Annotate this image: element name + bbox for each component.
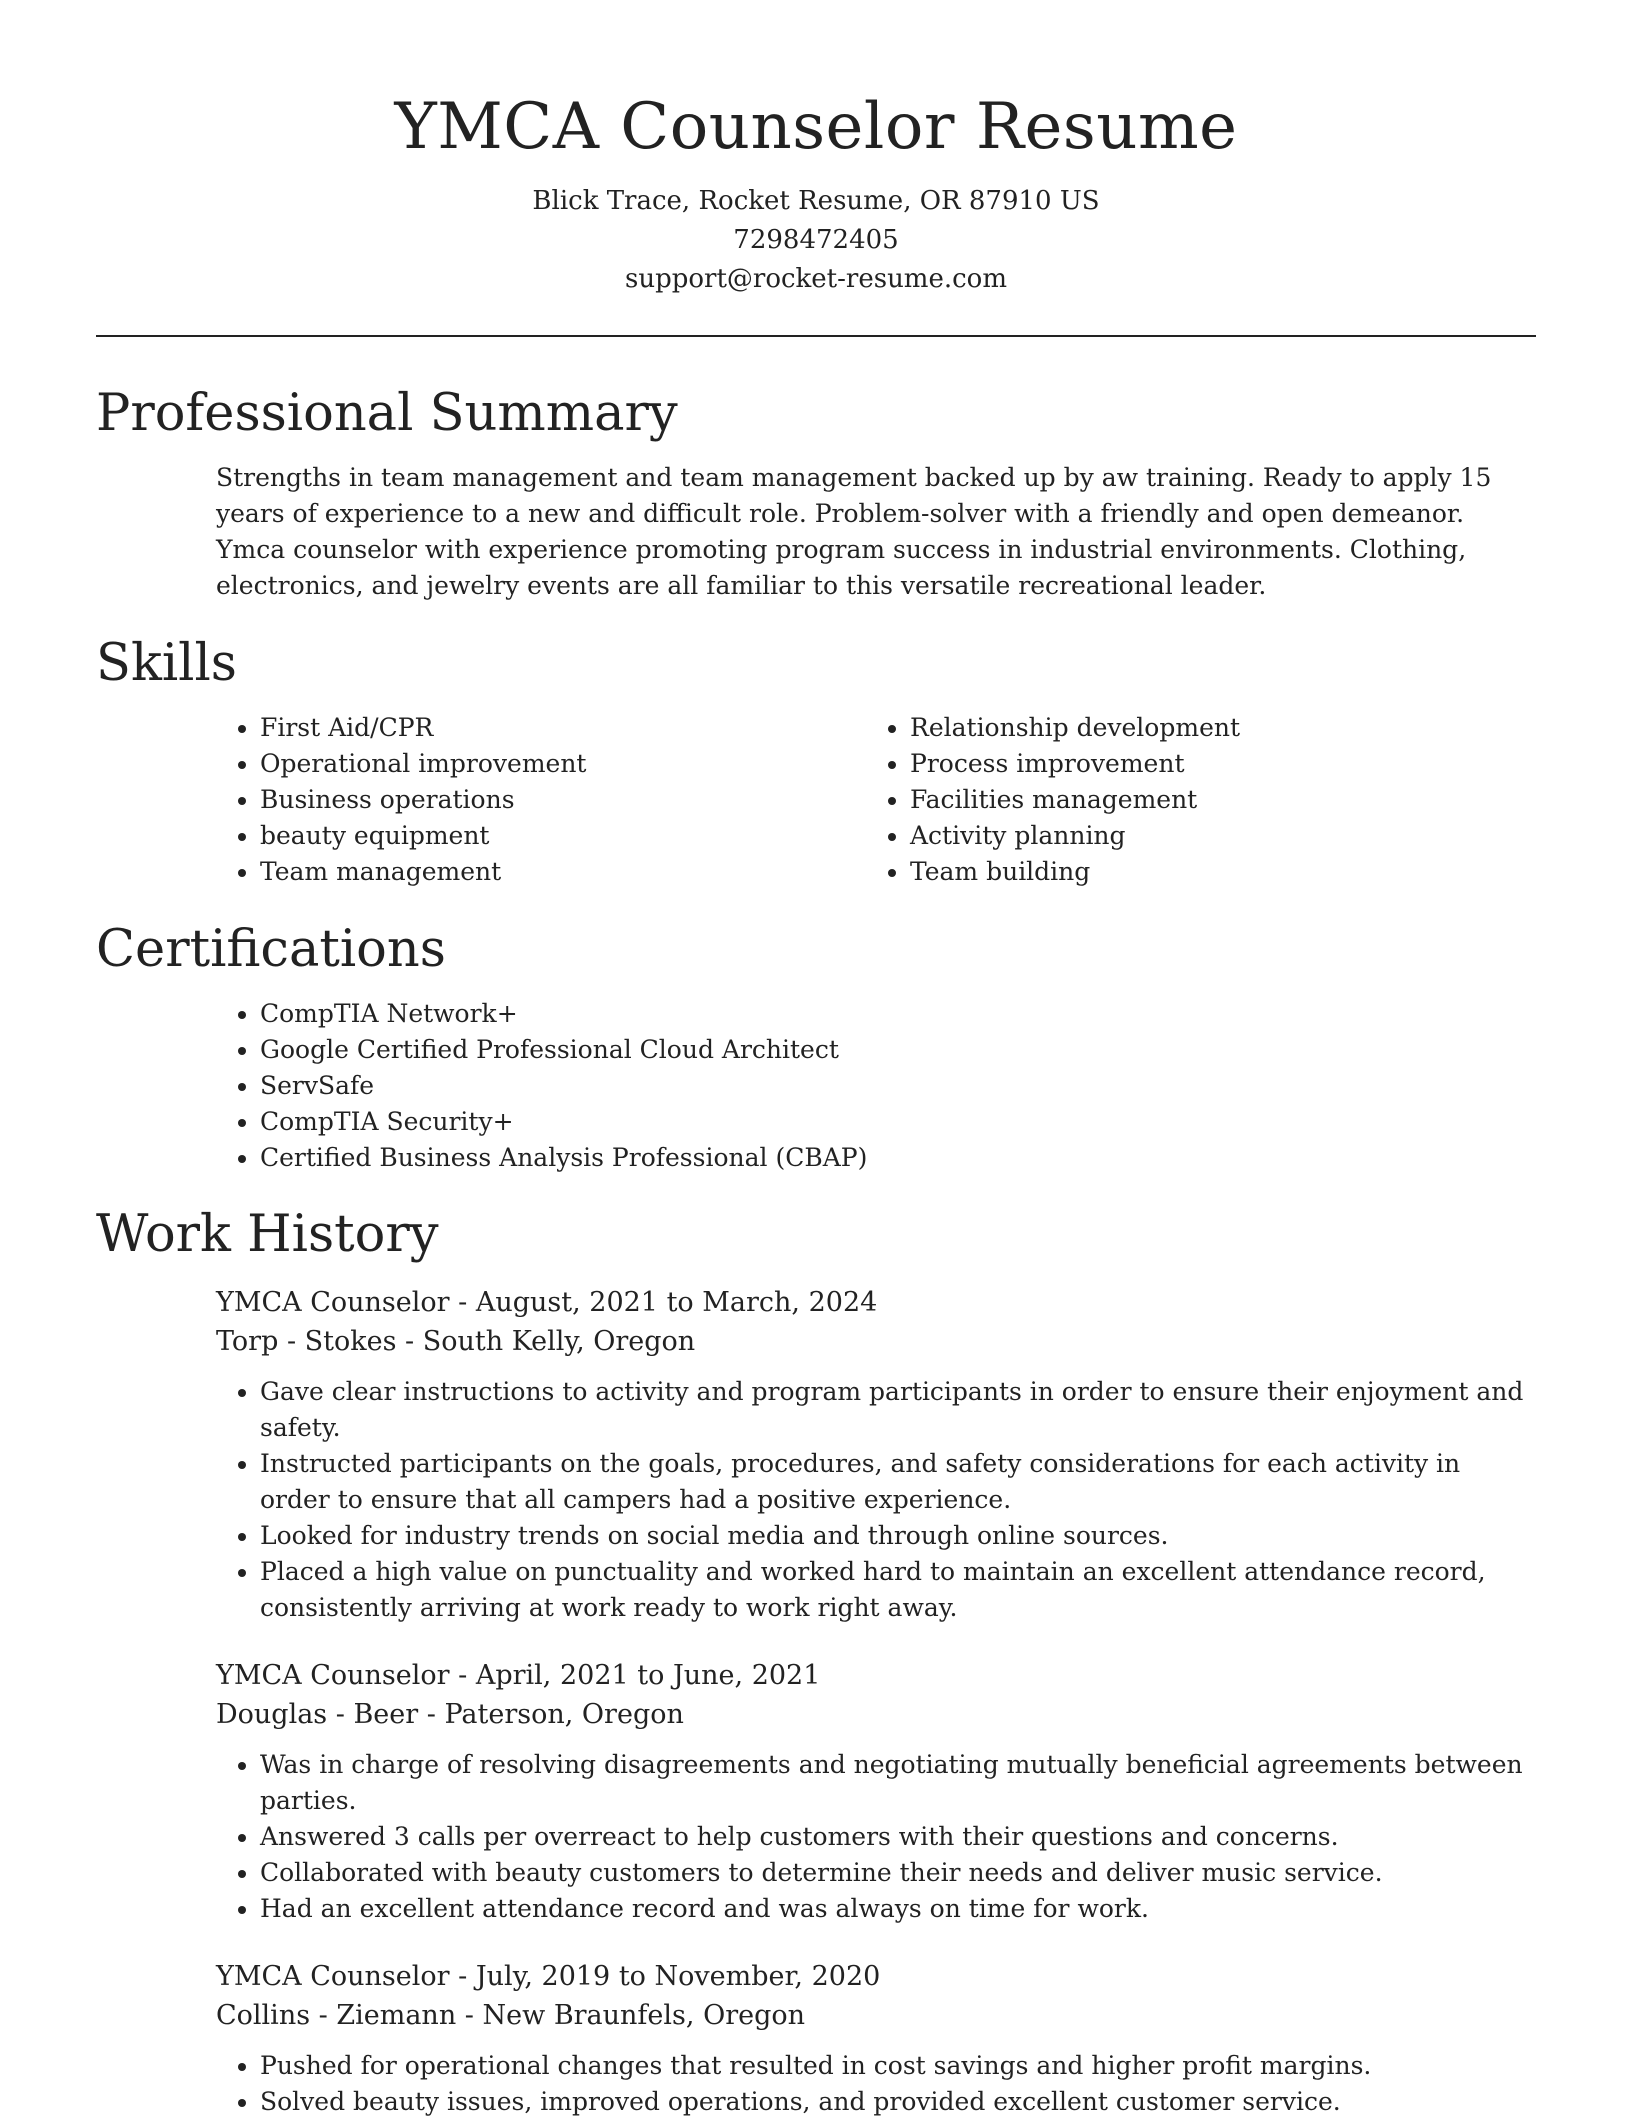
skill-item: • Business operations [260, 782, 866, 818]
section-heading-work-history: Work History [96, 1205, 439, 1264]
skill-item: • Activity planning [910, 818, 1516, 854]
job-location: Paterson, Oregon [444, 1699, 684, 1730]
job-dates: July, 2019 to November, 2020 [475, 1961, 881, 1992]
section-heading-summary: Professional Summary [96, 384, 678, 443]
skills-column-right [866, 710, 1516, 890]
job-entry [216, 1656, 1536, 1927]
skill-item: • beauty equipment [260, 818, 866, 854]
contact-phone: 7298472405 [733, 225, 899, 255]
resume-page [96, 0, 1536, 2116]
skill-item: • Process improvement [910, 746, 1516, 782]
header-divider [96, 335, 1536, 337]
certifications-list [216, 996, 1536, 1176]
skills-column-left [216, 710, 866, 890]
section-heading-skills: Skills [96, 634, 237, 693]
skill-item: • Relationship development [910, 710, 1516, 746]
job-bullet: • Pushed for operational changes that resulted in cost savings and higher profit margins. [260, 2048, 1536, 2084]
job-company: Torp - Stokes [216, 1326, 397, 1357]
job-bullet: • Looked for industry trends on social media and through online sources. [260, 1518, 1536, 1554]
certification-item: • ServSafe [260, 1068, 1536, 1104]
section-heading-certifications: Certifications [96, 920, 446, 979]
contact-email: support@rocket-resume.com [624, 264, 1007, 294]
certification-item: • Certified Business Analysis Professional (CBAP) [260, 1140, 1536, 1176]
contact-block [96, 182, 1536, 299]
section-work-history [96, 1203, 1536, 2120]
job-entry [216, 1283, 1536, 1626]
summary-text: Strengths in team management and team management backed up by aw training. Ready to apply 15 years of experience to a new and difficult role. Problem-solver with a friendly and open demeanor. Ymca counselor with experience promoting program success in industrial environments. Clothing, electronics, and jewelry events are all familiar to this versatile recreational leader. [216, 463, 1492, 600]
job-bullet-list [216, 1374, 1536, 1626]
job-dates: August, 2021 to March, 2024 [475, 1287, 878, 1318]
skill-item: • First Aid/CPR [260, 710, 866, 746]
job-company: Douglas - Beer [216, 1699, 419, 1730]
job-company-line: Douglas - Beer - Paterson, Oregon [216, 1699, 684, 1730]
job-entry [216, 1957, 1536, 2120]
job-location: New Braunfels, Oregon [482, 2000, 806, 2031]
job-title: YMCA Counselor [216, 1287, 450, 1318]
job-bullet: • Placed a high value on punctuality and worked hard to maintain an excellent attendance record, consistently arriving at work ready to work right away. [260, 1554, 1536, 1626]
resume-header [96, 0, 1536, 337]
job-bullet: • Solved beauty issues, improved operations, and provided excellent customer service. [260, 2084, 1536, 2120]
job-title-line: YMCA Counselor - April, 2021 to June, 2021 [216, 1660, 821, 1691]
certification-item: • Google Certified Professional Cloud Architect [260, 1032, 1536, 1068]
skill-item: • Team management [260, 854, 866, 890]
job-title-line: YMCA Counselor - August, 2021 to March, 2024 [216, 1287, 878, 1318]
job-bullet: • Answered 3 calls per overreact to help customers with their questions and concerns. [260, 1819, 1536, 1855]
skill-item: • Operational improvement [260, 746, 866, 782]
job-company: Collins - Ziemann [216, 2000, 457, 2031]
section-professional-summary [96, 382, 1536, 604]
job-bullet: • Collaborated with beauty customers to determine their needs and deliver music service. [260, 1855, 1536, 1891]
section-certifications [96, 918, 1536, 1176]
job-location: South Kelly, Oregon [422, 1326, 696, 1357]
job-bullet-list [216, 2048, 1536, 2120]
contact-address: Blick Trace, Rocket Resume, OR 87910 US [532, 186, 1100, 216]
job-title: YMCA Counselor [216, 1961, 450, 1992]
skills-grid [216, 710, 1536, 890]
job-company-line: Collins - Ziemann - New Braunfels, Oregon [216, 2000, 806, 2031]
skill-item: • Facilities management [910, 782, 1516, 818]
skill-item: • Team building [910, 854, 1516, 890]
job-bullet: • Had an excellent attendance record and was always on time for work. [260, 1891, 1536, 1927]
job-company-line: Torp - Stokes - South Kelly, Oregon [216, 1326, 696, 1357]
resume-title: YMCA Counselor Resume [394, 90, 1238, 164]
job-bullet-list [216, 1747, 1536, 1927]
job-bullet: • Was in charge of resolving disagreements and negotiating mutually beneficial agreements between parties. [260, 1747, 1536, 1819]
job-title-line: YMCA Counselor - July, 2019 to November, 2020 [216, 1961, 881, 1992]
job-dates: April, 2021 to June, 2021 [475, 1660, 821, 1691]
certification-item: • CompTIA Security+ [260, 1104, 1536, 1140]
section-skills [96, 632, 1536, 890]
job-bullet: • Instructed participants on the goals, procedures, and safety considerations for each activity in order to ensure that all campers had a positive experience. [260, 1446, 1536, 1518]
job-bullet: • Gave clear instructions to activity and program participants in order to ensure their enjoyment and safety. [260, 1374, 1536, 1446]
certification-item: • CompTIA Network+ [260, 996, 1536, 1032]
job-title: YMCA Counselor [216, 1660, 450, 1691]
